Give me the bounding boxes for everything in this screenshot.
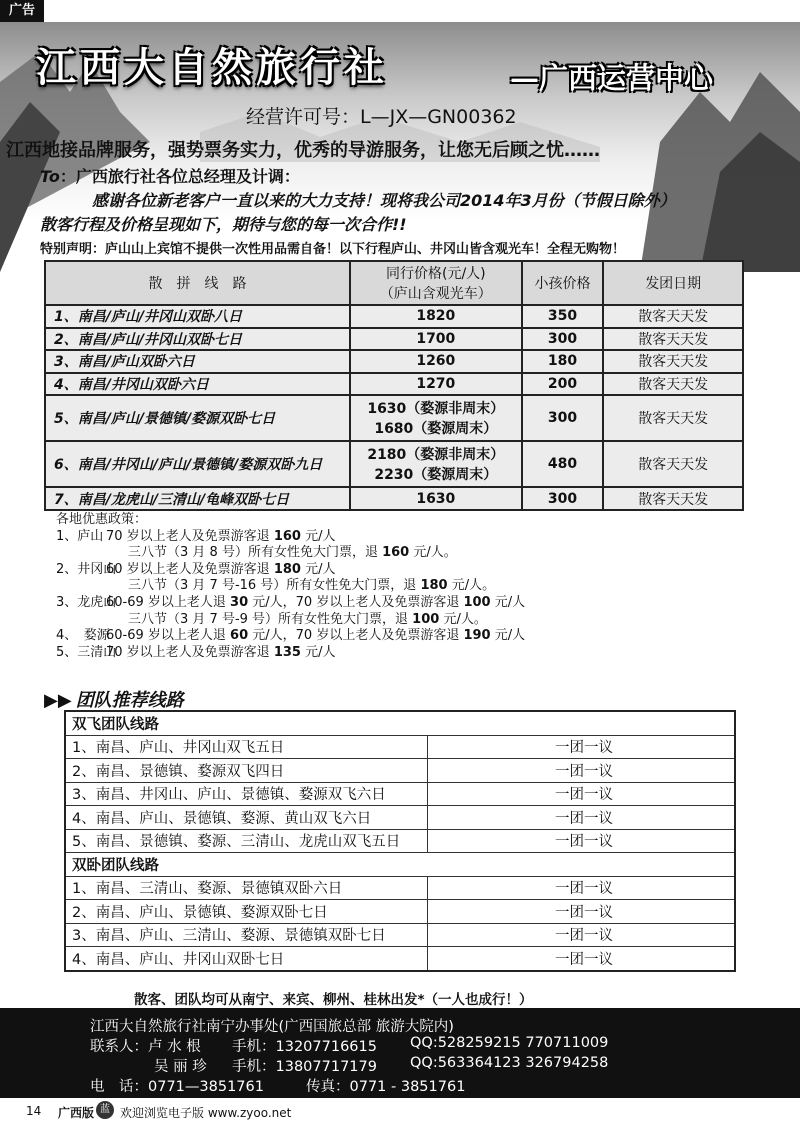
team-route-row (65, 876, 735, 900)
policy-text: 60 岁以上老人及免票游客退 (106, 561, 274, 577)
team-heading-text: 团队推荐线路 (75, 690, 184, 711)
team-route-name: 2、南昌、庐山、景德镇、婺源双卧七日 (65, 900, 428, 924)
route-price (350, 373, 522, 396)
magazine-logo-icon: 蓝 (96, 1101, 114, 1119)
header-price-line1: 同行价格(元/人) (385, 266, 486, 282)
team-route-row (65, 923, 735, 947)
team-section-title: 双飞团队线路 (65, 711, 735, 735)
price-line: 2230（婺源周末） (374, 467, 498, 484)
team-route-row (65, 829, 735, 853)
team-route-price: 一团一议 (428, 759, 736, 783)
team-route-row (65, 900, 735, 924)
team-route-name: 2、南昌、景德镇、婺源双飞四日 (65, 759, 428, 783)
policy-region: 5、三清山 (56, 644, 117, 660)
price-line: 1260 (416, 353, 456, 370)
policy-line (56, 595, 525, 612)
team-route-row (65, 735, 735, 759)
agency-subtitle: —广西运营中心 (510, 61, 714, 95)
policy-text: 元/人 (490, 594, 526, 610)
policy-line (56, 545, 525, 562)
header-date: 发团日期 (603, 261, 743, 305)
team-route-price: 一团一议 (428, 782, 736, 806)
policy-line (56, 645, 525, 662)
team-table (64, 710, 736, 972)
team-route-name: 3、南昌、庐山、三清山、婺源、景德镇双卧七日 (65, 923, 428, 947)
policy-text: 70 岁以上老人及免票游客退 (106, 528, 274, 544)
policy-text: 三八节（3 月 7 号-9 号）所有女性免大门票，退 (128, 611, 413, 627)
policy-text: 元/人 (300, 528, 336, 544)
policy-amount: 160 (273, 528, 301, 544)
route-name: 3、南昌/庐山双卧六日 (45, 350, 350, 373)
child-price: 350 (522, 305, 604, 328)
route-name: 1、南昌/庐山/井冈山双卧八日 (45, 305, 350, 328)
price-line: 1700 (416, 330, 456, 347)
policy-text: 三八节（3 月 7 号-16 号）所有女性免大门票，退 (128, 578, 421, 594)
price-line: 1820 (416, 308, 456, 325)
policy-text: 70 岁以上老人及免票游客退 (106, 644, 274, 660)
policy-amount: 180 (420, 578, 448, 594)
contact-qq-2: QQ:563364123 326794258 (410, 1055, 609, 1071)
policy-text: 元/人 (300, 644, 336, 660)
policy-title: 各地优惠政策： (56, 512, 148, 527)
team-section-row (65, 711, 735, 735)
policy-line (56, 529, 525, 546)
contact-fax: 传真：0771 - 3851761 (306, 1079, 466, 1095)
team-route-row (65, 806, 735, 830)
policy-text: 元/人。 (439, 611, 487, 627)
team-route-price: 一团一议 (428, 829, 736, 853)
page-number: 14 (26, 1104, 42, 1118)
policy-text: 元/人，70 岁以上老人及免票游客退 (248, 594, 464, 610)
team-route-name: 5、南昌、景德镇、婺源、三清山、龙虎山双飞五日 (65, 829, 428, 853)
departure-date: 散客天天发 (603, 395, 743, 441)
salutation (40, 164, 300, 187)
team-section-row (65, 853, 735, 877)
footer-website[interactable]: 欢迎浏览电子版 www.zyoo.net (120, 1106, 292, 1120)
team-route-row (65, 947, 735, 971)
child-price: 480 (522, 441, 604, 487)
team-route-price: 一团一议 (428, 947, 736, 971)
policy-text: 60-69 岁以上老人退 (106, 628, 231, 644)
child-price: 300 (522, 395, 604, 441)
child-price: 180 (522, 350, 604, 373)
double-arrow-icon: ▶▶ (44, 690, 72, 711)
contact-block (0, 1008, 800, 1098)
policy-text: 元/人，70 岁以上老人及免票游客退 (248, 628, 464, 644)
header-price-line2: （庐山含观光车） (379, 286, 492, 302)
price-line: 1630 (416, 490, 456, 507)
contact-mobile-1: 手机：13207716615 (232, 1039, 377, 1055)
departure-date: 散客天天发 (603, 350, 743, 373)
team-route-price: 一团一议 (428, 923, 736, 947)
departure-date: 散客天天发 (603, 441, 743, 487)
header-route: 散 拼 线 路 (45, 261, 350, 305)
route-price (350, 441, 522, 487)
departure-date: 散客天天发 (603, 373, 743, 396)
team-route-name: 3、南昌、井冈山、庐山、景德镇、婺源双飞六日 (65, 782, 428, 806)
team-route-row (65, 759, 735, 783)
agency-title: 江西大自然旅行社 (36, 44, 388, 91)
thanks-text: 感谢各位新老客户一直以来的大力支持！现将我公司2014年3月份（节假日除外） (92, 191, 676, 210)
contact-mobile-2: 手机：13807717179 (232, 1059, 377, 1075)
child-price: 300 (522, 328, 604, 351)
policy-amount: 180 (273, 561, 301, 577)
policy-region: 4、 婺源 (56, 628, 110, 644)
team-route-name: 1、南昌、三清山、婺源、景德镇双卧六日 (65, 876, 428, 900)
price-line: 1680（婺源周末） (374, 421, 498, 438)
route-row (45, 350, 743, 373)
policy-amount: 60 (230, 628, 249, 644)
contact-phone: 电 话：0771—3851761 (90, 1079, 264, 1095)
route-row (45, 328, 743, 351)
route-price (350, 350, 522, 373)
route-name: 5、南昌/庐山/景德镇/婺源双卧七日 (45, 395, 350, 441)
route-name: 7、南昌/龙虎山/三清山/龟峰双卧七日 (45, 487, 350, 510)
policy-amount: 160 (382, 545, 410, 561)
header-child-price: 小孩价格 (522, 261, 604, 305)
policy-amount: 100 (463, 594, 491, 610)
policy-amount: 135 (273, 644, 301, 660)
contact-qq-1: QQ:528259215 770711009 (410, 1035, 609, 1051)
route-price (350, 395, 522, 441)
policy-text: 元/人。 (409, 545, 457, 561)
special-statement: 特别声明：庐山山上宾馆不提供一次性用品需自备！以下行程庐山、井冈山皆含观光车！全程无购物！ (40, 242, 626, 257)
price-line: 1270 (416, 376, 456, 393)
price-line: 1630（婺源非周末） (367, 401, 505, 418)
policy-line (56, 628, 525, 645)
route-name: 4、南昌/井冈山双卧六日 (45, 373, 350, 396)
team-heading (44, 686, 184, 712)
price-table-header (45, 261, 743, 305)
policy-text: 元/人 (300, 561, 336, 577)
license-number: 经营许可号：L—JX—GN00362 (246, 106, 517, 128)
route-row (45, 373, 743, 396)
policy-text: 三八节（3 月 8 号）所有女性免大门票，退 (128, 545, 383, 561)
to-label: To (40, 167, 60, 186)
policy-amount: 100 (412, 611, 440, 627)
route-name: 6、南昌/井冈山/庐山/景德镇/婺源双卧九日 (45, 441, 350, 487)
policy-region: 1、庐山 (56, 528, 104, 544)
footer (0, 1098, 800, 1123)
route-price (350, 328, 522, 351)
departure-date: 散客天天发 (603, 487, 743, 510)
departure-note: 散客、团队均可从南宁、来宾、柳州、桂林出发*（一人也成行！） (134, 992, 533, 1008)
route-row (45, 487, 743, 510)
child-price: 200 (522, 373, 604, 396)
departure-date: 散客天天发 (603, 328, 743, 351)
policy-text: 元/人。 (447, 578, 496, 594)
to-text: ：广西旅行社各位总经理及计调： (59, 167, 300, 186)
policy-amount: 30 (230, 594, 249, 610)
route-price (350, 487, 522, 510)
team-route-price: 一团一议 (428, 735, 736, 759)
policy-line (56, 578, 525, 595)
header-price (350, 261, 522, 305)
team-route-price: 一团一议 (428, 876, 736, 900)
policy-region: 3、龙虎山 (56, 594, 117, 610)
contact-person-2: 吴 丽 珍 (154, 1059, 207, 1075)
departure-date: 散客天天发 (603, 305, 743, 328)
team-route-name: 4、南昌、庐山、井冈山双卧七日 (65, 947, 428, 971)
discount-policy (56, 512, 525, 661)
price-table (44, 260, 744, 511)
route-row (45, 395, 743, 441)
team-route-price: 一团一议 (428, 900, 736, 924)
team-route-price: 一团一议 (428, 806, 736, 830)
office-name: 江西大自然旅行社南宁办事处(广西国旅总部 旅游大院内) (90, 1019, 454, 1035)
notice-text: 散客行程及价格呈现如下，期待与您的每一次合作!! (40, 215, 407, 234)
price-line: 2180（婺源非周末） (367, 447, 505, 464)
team-route-name: 1、南昌、庐山、井冈山双飞五日 (65, 735, 428, 759)
contact-person-1: 联系人：卢 水 根 (90, 1039, 201, 1055)
route-name: 2、南昌/庐山/井冈山双卧七日 (45, 328, 350, 351)
policy-text: 60-69 岁以上老人退 (106, 594, 231, 610)
policy-line (56, 562, 525, 579)
edition-label: 广西版 (58, 1106, 95, 1120)
policy-amount: 190 (463, 628, 491, 644)
policy-region: 2、井冈山 (56, 561, 117, 577)
slogan: 江西地接品牌服务，强势票务实力，优秀的导游服务，让您无后顾之忧…… (6, 140, 600, 161)
ad-tag: 广告 (0, 0, 44, 22)
team-route-row (65, 782, 735, 806)
policy-line (56, 612, 525, 629)
policy-text: 元/人 (490, 628, 526, 644)
team-route-name: 4、南昌、庐山、景德镇、婺源、黄山双飞六日 (65, 806, 428, 830)
route-row (45, 441, 743, 487)
route-row (45, 305, 743, 328)
team-section-title: 双卧团队线路 (65, 853, 735, 877)
child-price: 300 (522, 487, 604, 510)
route-price (350, 305, 522, 328)
